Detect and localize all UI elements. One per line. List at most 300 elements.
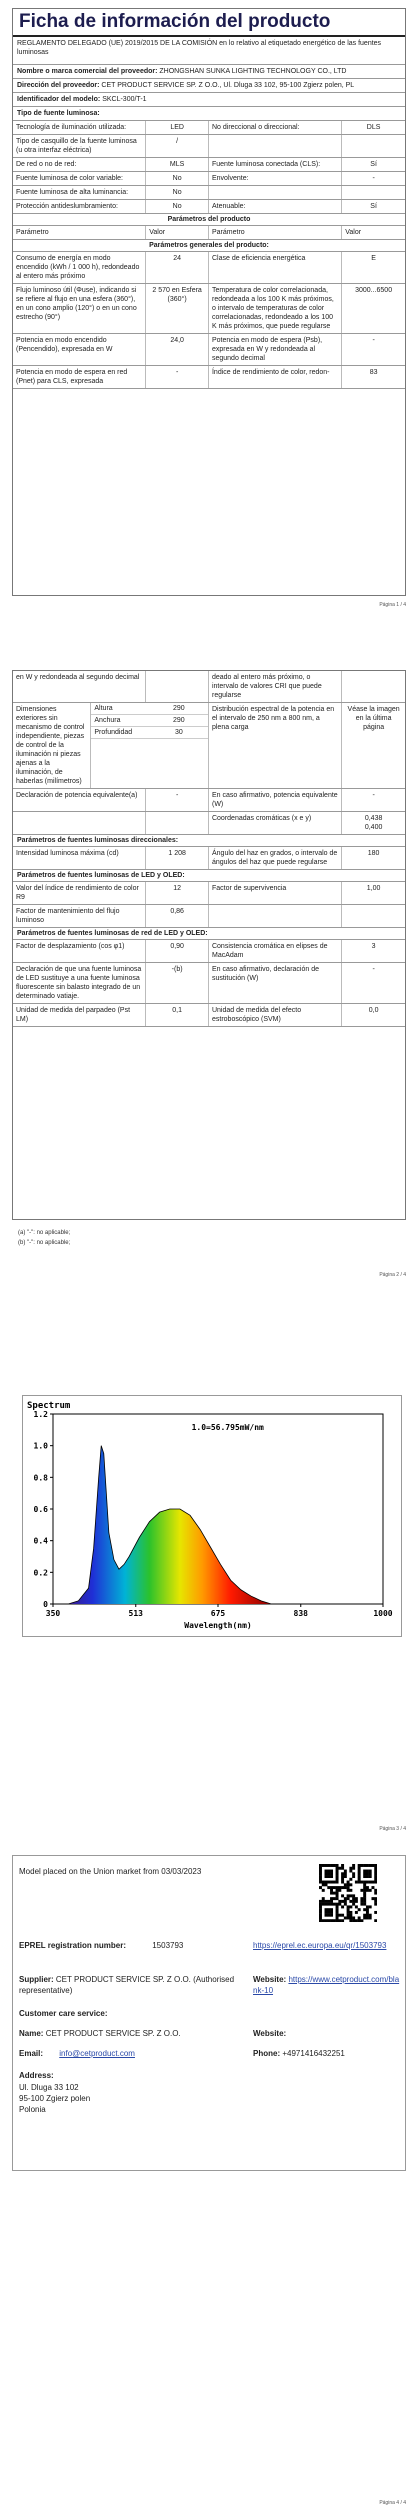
email-link[interactable]: info@cetproduct.com	[59, 2049, 135, 2058]
email-row	[19, 2048, 135, 2059]
qr-module	[327, 1908, 330, 1911]
qr-module	[336, 1919, 339, 1922]
table-cell	[146, 812, 209, 834]
table-cell: No direccional o direccional:	[209, 121, 342, 134]
qr-module	[330, 1919, 333, 1922]
qr-module	[363, 1892, 366, 1895]
continuation-row	[13, 671, 405, 703]
qr-module	[327, 1914, 330, 1917]
qr-module	[330, 1903, 333, 1906]
qr-module	[325, 1872, 328, 1875]
qr-module	[366, 1881, 369, 1884]
qr-module	[363, 1900, 366, 1903]
table-cell: MLS	[146, 158, 209, 171]
qr-module	[355, 1911, 358, 1914]
qr-module	[338, 1889, 341, 1892]
qr-module	[327, 1900, 330, 1903]
sheet-2	[12, 670, 406, 1220]
directional-rows	[13, 847, 405, 870]
qr-module	[322, 1897, 325, 1900]
qr-module	[344, 1897, 347, 1900]
qr-module	[325, 1919, 328, 1922]
table-row	[13, 847, 405, 870]
table-cell: Factor de mantenimiento del flujo luminoso	[13, 905, 146, 927]
supplier-row	[19, 1974, 239, 1996]
x-tick-label: 675	[210, 1609, 226, 1618]
qr-module	[336, 1911, 339, 1914]
qr-module	[349, 1867, 352, 1870]
qr-module	[344, 1875, 347, 1878]
table-cell: -	[372, 792, 375, 799]
table-cell: Factor de desplazamiento (cos φ1)	[13, 940, 146, 962]
qr-module	[352, 1875, 355, 1878]
qr-module	[355, 1881, 358, 1884]
phone-value: +4971416432251	[282, 2049, 345, 2058]
qr-module	[336, 1867, 339, 1870]
qr-module	[333, 1897, 336, 1900]
qr-module	[336, 1886, 339, 1889]
param-header: Parámetro	[209, 226, 342, 239]
qr-module	[363, 1894, 366, 1897]
table-cell	[342, 135, 405, 157]
page-footer: Página 4 / 4	[379, 2500, 406, 2506]
qr-module	[344, 1872, 347, 1875]
table-cell: /	[146, 135, 209, 157]
supplier-address-row	[13, 79, 405, 93]
address-line: Ul. Dluga 33 102	[19, 2083, 79, 2092]
table-row	[13, 905, 405, 928]
table-cell: Declaración de potencia equivalente(a)	[13, 789, 146, 811]
product-params-title: Parámetros del producto	[13, 214, 405, 226]
y-tick-label: 1.2	[33, 1410, 48, 1419]
qr-module	[352, 1864, 355, 1867]
qr-module	[366, 1870, 369, 1873]
qr-module	[341, 1914, 344, 1917]
qr-module	[330, 1875, 333, 1878]
table-cell: DLS	[366, 124, 381, 131]
qr-module	[322, 1889, 325, 1892]
qr-module	[347, 1914, 350, 1917]
table-cell	[342, 905, 405, 927]
qr-module	[347, 1908, 350, 1911]
led-title: Parámetros de fuentes luminosas de LED y OLED:	[13, 870, 405, 882]
qr-module	[363, 1881, 366, 1884]
empty-cell	[146, 671, 209, 702]
qr-module	[347, 1897, 350, 1900]
qr-module	[358, 1881, 361, 1884]
qr-module	[322, 1900, 325, 1903]
qr-module	[344, 1900, 347, 1903]
table-row	[13, 789, 405, 812]
table-row	[13, 135, 405, 158]
qr-module	[366, 1872, 369, 1875]
phone-row	[253, 2048, 345, 2059]
qr-module	[325, 1903, 328, 1906]
qr-module	[366, 1875, 369, 1878]
dimension-value: 290	[150, 715, 208, 727]
qr-module	[336, 1870, 339, 1873]
qr-module	[341, 1872, 344, 1875]
qr-module	[374, 1892, 377, 1895]
table-cell: Unidad de medida del parpadeo (Pst LM)	[13, 1004, 146, 1026]
dimension-label: Dimensiones exteriores sin mecanismo de control independiente, piezas de control de la iluminación ni piezas ajenas a la iluminación, de haberlas (milímetros)	[13, 703, 91, 788]
equivalent-rows	[13, 789, 405, 835]
table-row	[13, 963, 405, 1004]
type-label: Tipo de fuente luminosa:	[13, 107, 405, 121]
x-tick-label: 838	[293, 1609, 308, 1618]
reg-label: EPREL registration number:	[19, 1941, 126, 1950]
phone-label: Phone:	[253, 2049, 281, 2058]
table-cell: Consumo de energía en modo encendido (kWh / 1 000 h), redondeado al entero más próximo	[13, 252, 146, 283]
qr-module	[352, 1872, 355, 1875]
eprel-sheet	[12, 1855, 406, 2171]
qr-module	[349, 1905, 352, 1908]
table-cell: 1,00	[366, 885, 381, 892]
table-cell	[342, 186, 405, 199]
qr-module	[360, 1919, 363, 1922]
model-row	[13, 93, 405, 107]
website2-label: Website:	[253, 2029, 287, 2038]
qr-module	[358, 1878, 361, 1881]
qr-module	[347, 1886, 350, 1889]
qr-module	[349, 1919, 352, 1922]
qr-module	[336, 1889, 339, 1892]
qr-module	[319, 1919, 322, 1922]
qr-module	[327, 1903, 330, 1906]
qr-module	[341, 1886, 344, 1889]
qr-module	[358, 1872, 361, 1875]
x-tick-label: 1000	[373, 1609, 393, 1618]
qr-module	[349, 1916, 352, 1919]
qr-module	[363, 1883, 366, 1886]
qr-module	[322, 1864, 325, 1867]
qr-module	[338, 1886, 341, 1889]
qr-module	[333, 1892, 336, 1895]
reg-link-wrap	[253, 1940, 403, 1951]
sheet-1	[12, 8, 406, 596]
x-axis-label: Wavelength(nm)	[184, 1621, 252, 1630]
website-link[interactable]: https://www.cetproduct.com/blank-10	[253, 1975, 400, 1995]
qr-module	[374, 1875, 377, 1878]
qr-module	[374, 1889, 377, 1892]
y-tick-label: 0.2	[33, 1568, 48, 1578]
qr-module	[344, 1870, 347, 1873]
qr-module	[352, 1916, 355, 1919]
care-label: Customer care service:	[19, 2009, 108, 2018]
qr-module	[333, 1886, 336, 1889]
notes	[14, 1228, 74, 1248]
table-row	[13, 1004, 405, 1027]
y-tick-label: 0.8	[33, 1473, 48, 1483]
qr-module	[358, 1875, 361, 1878]
qr-module	[319, 1903, 322, 1906]
qr-module	[319, 1872, 322, 1875]
qr-module	[325, 1914, 328, 1917]
general-params-title: Parámetros generales del producto:	[13, 240, 405, 252]
supplier-name-row	[13, 65, 405, 79]
table-cell: Valor del índice de rendimiento de color R9	[13, 882, 146, 904]
table-cell: 24	[146, 252, 209, 283]
qr-module	[341, 1864, 344, 1867]
dims-grid	[91, 703, 208, 739]
table-cell: -	[146, 366, 209, 388]
table-row	[13, 812, 405, 835]
table-cell: No	[146, 186, 209, 199]
table-cell: Envolvente:	[209, 172, 342, 185]
qr-module	[325, 1881, 328, 1884]
qr-module	[336, 1897, 339, 1900]
address-line: Polonia	[19, 2105, 46, 2114]
email-label: Email:	[19, 2049, 44, 2058]
table-cell: Índice de rendimiento de color, redon-	[209, 366, 342, 388]
qr-module	[344, 1903, 347, 1906]
table-row	[13, 252, 405, 284]
qr-module	[338, 1903, 341, 1906]
table-cell: En caso afirmativo, declaración de sustitución (W)	[209, 963, 342, 1003]
qr-module	[363, 1864, 366, 1867]
qr-module	[349, 1900, 352, 1903]
qr-module	[352, 1919, 355, 1922]
address-line: 95-100 Zgierz polen	[19, 2094, 91, 2103]
qr-module	[371, 1864, 374, 1867]
page-2	[0, 660, 418, 1280]
qr-module	[355, 1919, 358, 1922]
table-cell: Potencia en modo encendido (Pencendido), expresada en W	[13, 334, 146, 365]
qr-module	[327, 1864, 330, 1867]
qr-svg	[319, 1864, 377, 1922]
supplier-label: Supplier:	[19, 1975, 54, 1984]
qr-module	[325, 1900, 328, 1903]
table-row	[13, 284, 405, 334]
table-cell	[209, 905, 342, 927]
spectrum-svg	[23, 1396, 401, 1636]
dimension-name: Altura	[91, 703, 149, 715]
table-cell: Protección antideslumbramiento:	[13, 200, 146, 213]
qr-module	[325, 1911, 328, 1914]
spectral-value: Véase la imagen en la última página	[347, 706, 400, 731]
qr-module	[319, 1905, 322, 1908]
qr-module	[352, 1897, 355, 1900]
qr-module	[327, 1872, 330, 1875]
dimension-name: Anchura	[91, 715, 149, 727]
model-value: SKCL-300/T-1	[102, 96, 147, 103]
mains-title: Parámetros de fuentes luminosas de red de LED y OLED:	[13, 928, 405, 940]
table-cell: Atenuable:	[209, 200, 342, 213]
qr-module	[360, 1900, 363, 1903]
dimension-value: 30	[150, 727, 208, 739]
table-cell: Tecnología de iluminación utilizada:	[13, 121, 146, 134]
qr-module	[336, 1892, 339, 1895]
table-row	[13, 940, 405, 963]
qr-module	[363, 1889, 366, 1892]
qr-module	[336, 1881, 339, 1884]
reg-row	[19, 1940, 183, 1951]
qr-module	[319, 1916, 322, 1919]
qr-module	[319, 1886, 322, 1889]
qr-module	[333, 1881, 336, 1884]
qr-code-icon	[319, 1864, 377, 1922]
page-footer: Página 1 / 4	[379, 602, 406, 608]
name-value: CET PRODUCT SERVICE SP. Z O.O.	[45, 2029, 181, 2038]
qr-module	[336, 1914, 339, 1917]
qr-module	[360, 1903, 363, 1906]
qr-module	[355, 1900, 358, 1903]
qr-module	[352, 1900, 355, 1903]
table-cell: 3000...6500	[355, 287, 393, 294]
qr-module	[349, 1870, 352, 1873]
param-header-row	[13, 226, 405, 240]
qr-module	[347, 1889, 350, 1892]
qr-module	[358, 1864, 361, 1867]
name-label: Name:	[19, 2029, 44, 2038]
param-header: Parámetro	[13, 226, 146, 239]
general-rows	[13, 252, 405, 389]
table-cell: 3	[371, 943, 376, 950]
qr-module	[374, 1870, 377, 1873]
qr-module	[366, 1911, 369, 1914]
table-cell: 0,0	[368, 1007, 379, 1014]
qr-module	[344, 1916, 347, 1919]
qr-module	[363, 1886, 366, 1889]
qr-module	[327, 1881, 330, 1884]
table-cell: -	[372, 337, 375, 344]
qr-module	[360, 1864, 363, 1867]
qr-module	[319, 1900, 322, 1903]
qr-module	[355, 1897, 358, 1900]
qr-module	[330, 1870, 333, 1873]
table-cell: -	[146, 789, 209, 811]
qr-module	[349, 1889, 352, 1892]
name-row	[19, 2028, 181, 2039]
qr-module	[374, 1864, 377, 1867]
qr-module	[336, 1864, 339, 1867]
qr-module	[369, 1881, 372, 1884]
qr-module	[341, 1875, 344, 1878]
qr-module	[341, 1905, 344, 1908]
qr-module	[319, 1908, 322, 1911]
table-cell: En caso afirmativo, potencia equivalente (W)	[209, 789, 342, 811]
table-cell: 0,86	[146, 905, 209, 927]
x-tick-label: 513	[128, 1609, 143, 1618]
qr-module	[336, 1905, 339, 1908]
qr-module	[360, 1897, 363, 1900]
table-cell	[209, 135, 342, 157]
table-cell: -	[372, 175, 375, 182]
qr-module	[363, 1875, 366, 1878]
qr-module	[330, 1897, 333, 1900]
table-cell: Fuente luminosa de color variable:	[13, 172, 146, 185]
table-cell: E	[371, 255, 376, 262]
qr-module	[341, 1867, 344, 1870]
qr-module	[369, 1864, 372, 1867]
website-row	[253, 1974, 403, 1996]
qr-module	[349, 1914, 352, 1917]
model-label: Identificador del modelo:	[17, 96, 101, 103]
table-cell: Fuente luminosa conectada (CLS):	[209, 158, 342, 171]
table-cell: 12	[146, 882, 209, 904]
reg-link[interactable]: https://eprel.ec.europa.eu/qr/1503793	[253, 1941, 387, 1950]
y-tick-label: 0	[43, 1600, 48, 1609]
qr-module	[336, 1908, 339, 1911]
qr-module	[327, 1886, 330, 1889]
qr-module	[369, 1916, 372, 1919]
qr-module	[333, 1903, 336, 1906]
qr-module	[344, 1886, 347, 1889]
qr-module	[341, 1881, 344, 1884]
led-rows	[13, 882, 405, 928]
table-cell: No	[146, 172, 209, 185]
qr-module	[330, 1908, 333, 1911]
qr-module	[325, 1870, 328, 1873]
table-cell: Consistencia cromática en elipses de MacAdam	[209, 940, 342, 962]
qr-module	[369, 1914, 372, 1917]
page-1	[0, 0, 418, 620]
qr-module	[330, 1900, 333, 1903]
qr-module	[374, 1919, 377, 1922]
qr-module	[366, 1916, 369, 1919]
qr-module	[319, 1878, 322, 1881]
table-row	[13, 334, 405, 366]
qr-module	[338, 1867, 341, 1870]
qr-module	[371, 1886, 374, 1889]
qr-module	[374, 1897, 377, 1900]
x-tick-label: 350	[45, 1609, 61, 1618]
supplier-address-value: CET PRODUCT SERVICE SP. Z O.O., Ul. Dluga 33 102, 95-100 Zgierz polen, PL	[101, 82, 355, 89]
param-header: Valor	[345, 229, 362, 236]
qr-module	[358, 1916, 361, 1919]
qr-module	[371, 1881, 374, 1884]
qr-module	[374, 1867, 377, 1870]
qr-module	[322, 1903, 325, 1906]
qr-module	[322, 1881, 325, 1884]
qr-module	[363, 1870, 366, 1873]
qr-module	[319, 1875, 322, 1878]
qr-module	[352, 1894, 355, 1897]
supplier-name-value: ZHONGSHAN SUNKA LIGHTING TECHNOLOGY CO., LTD	[159, 68, 347, 75]
y-tick-label: 1.0	[33, 1441, 48, 1451]
continuation-left: en W y redondeada al segundo decimal	[13, 671, 146, 702]
supplier-name-label: Nombre o marca comercial del proveedor:	[17, 68, 158, 75]
table-cell: 24,0	[146, 334, 209, 365]
qr-module	[369, 1872, 372, 1875]
table-cell: Tipo de casquillo de la fuente luminosa (u otra interfaz eléctrica)	[13, 135, 146, 157]
qr-module	[319, 1864, 322, 1867]
qr-module	[349, 1878, 352, 1881]
qr-module	[330, 1881, 333, 1884]
qr-module	[369, 1905, 372, 1908]
qr-module	[327, 1919, 330, 1922]
qr-module	[360, 1889, 363, 1892]
table-cell: Potencia en modo de espera (Psb), expresada en W y redondeada al segundo decimal	[209, 334, 342, 365]
qr-module	[374, 1900, 377, 1903]
qr-module	[366, 1886, 369, 1889]
table-cell: Sí	[370, 161, 377, 168]
table-cell: 83	[369, 369, 378, 376]
regulation-text: REGLAMENTO DELEGADO (UE) 2019/2015 DE LA COMISIÓN en lo relativo al etiquetado energético de las fuentes luminosas	[13, 37, 405, 65]
spectrum-chart	[22, 1395, 402, 1637]
table-cell: LED	[146, 121, 209, 134]
qr-module	[336, 1894, 339, 1897]
qr-module	[319, 1870, 322, 1873]
qr-module	[374, 1881, 377, 1884]
qr-module	[330, 1872, 333, 1875]
qr-module	[366, 1864, 369, 1867]
qr-module	[349, 1894, 352, 1897]
qr-module	[319, 1867, 322, 1870]
qr-module	[325, 1883, 328, 1886]
dimension-values	[91, 703, 209, 788]
qr-module	[347, 1881, 350, 1884]
